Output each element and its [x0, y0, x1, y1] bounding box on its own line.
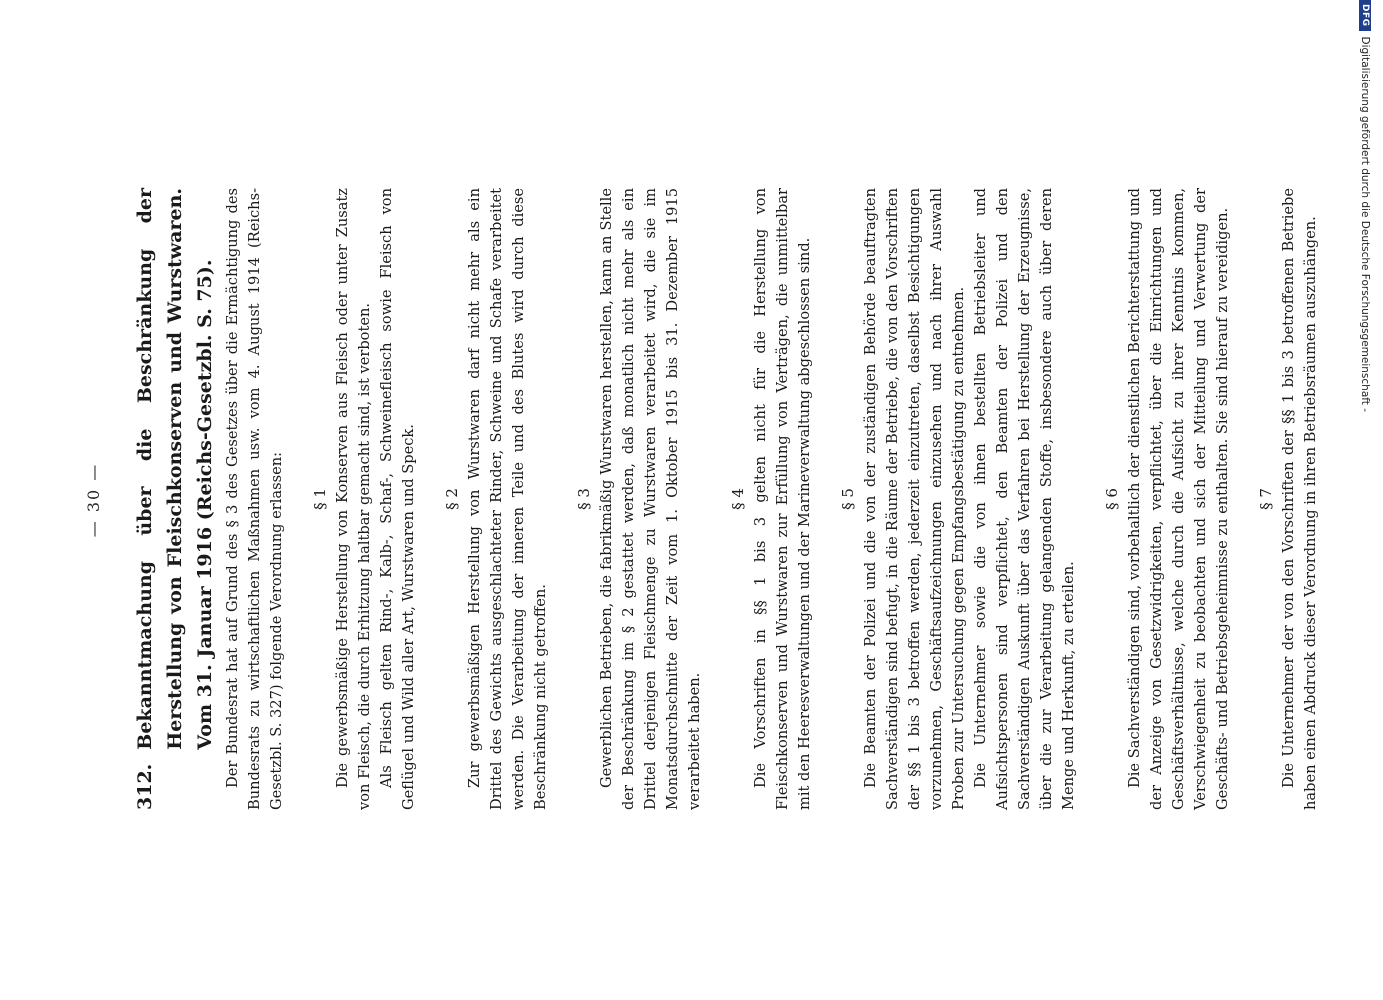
section-paragraph: Die Unternehmer sowie die von ihnen bestellten Betriebsleiter und Aufsichtspersonen sind verpflichtet, den Beamten der Polizei und den Sachverständigen Auskunft über das Verfahren bei Herstellung der Erzeugnisse, über die zur Verarbeitung gelangenden Stoffe, insbesondere auch über deren Menge und Herkunft, zu erteilen. [972, 188, 1077, 810]
section-paragraph: Die Beamten der Polizei und die von der zuständigen Behörde beauftragten Sachverständigen sind befugt, in die Räume der Betriebe, die von den Vorschriften der §§ 1 bis 3 betroffen werden, jederzeit einzutreten, daselbst Besichtigungen vorzunehmen, Geschäftsaufzeichnungen einzusehen und nach ihrer Auswahl Proben zur Untersuchung gegen Empfangsbestätigung zu entnehmen. [862, 188, 967, 810]
section-paragraph: Zur gewerbsmäßigen Herstellung von Wurstwaren darf nicht mehr als ein Drittel des Gewichts ausgeschlachteter Rinder, Schweine und Schafe verarbeitet werden. Die Verarbeitung der inneren Teile und des Blutes wird durch diese Beschränkung nicht getroffen. [466, 188, 549, 810]
section-paragraph: Als Fleisch gelten Rind-, Kalb-, Schaf-, Schweinefleisch sowie Fleisch von Geflügel und Wild aller Art, Wurstwaren und Speck. [378, 188, 417, 810]
section-heading: § 6 [1103, 488, 1121, 510]
section-heading: § 5 [839, 488, 857, 510]
document-body [130, 188, 1322, 810]
section-7 [1256, 188, 1322, 810]
credit-text: Digitalisierung gefördert durch die Deutsche Forschungsgemeinschaft - [1359, 36, 1371, 413]
section-4 [728, 188, 816, 810]
preamble: Der Bundesrat hat auf Grund des § 3 des Gesetzes über die Ermächtigung des Bundesrats zu wirtschaftlichen Maßnahmen usw. vom 4. August 1914 (Reichs-Gesetzbl. S. 327) folgende Verordnung erlassen: [224, 188, 285, 810]
section-paragraph: Die Vorschriften in §§ 1 bis 3 gelten nicht für die Herstellung von Fleischkonserven und Wurstwaren zur Erfüllung von Verträgen, die unmittelbar mit den Heeresverwaltungen und der Marineverwaltung abgeschlossen sind. [752, 188, 813, 810]
digitization-credit [1353, 0, 1377, 1000]
section-heading: § 3 [575, 488, 593, 510]
section-2 [442, 188, 552, 810]
document-title [130, 188, 220, 810]
title-text: Bekanntmachung über die Beschränkung der Herstellung von Fleischkonserven und Wurstwaren. Vom 31. Januar 1916 (Reichs-Gesetzbl. S. 75). [134, 188, 216, 750]
section-1 [310, 188, 420, 810]
section-6 [1102, 188, 1234, 810]
section-heading: § 1 [311, 488, 329, 510]
section-heading: § 4 [729, 488, 747, 510]
section-paragraph: Die Sachverständigen sind, vorbehaltlich der dienstlichen Berichterstattung und der Anzeige von Gesetzwidrigkeiten, verpflichtet, über die Einrichtungen und Geschäftsverhältnisse, welche durch die Aufsicht zu ihrer Kenntnis kommen, Verschwiegenheit zu beobachten und sich der Mitteilung und Verwertung der Geschäfts- und Betriebsgeheimnisse zu enthalten. Sie sind hierauf zu vereidigen. [1126, 188, 1231, 810]
section-3 [574, 188, 706, 810]
section-heading: § 7 [1257, 488, 1275, 510]
section-paragraph: Die gewerbsmäßige Herstellung von Konserven aus Fleisch oder unter Zusatz von Fleisch, die durch Erhitzung haltbar gemacht sind, ist verboten. [334, 188, 373, 810]
section-paragraph: Die Unternehmer der von den Vorschriften der §§ 1 bis 3 betroffenen Betriebe haben einen Abdruck dieser Verordnung in ihren Betriebsräumen auszuhängen. [1280, 188, 1319, 810]
section-5 [838, 188, 1080, 810]
page-number: — 30 — [84, 462, 103, 538]
dfg-logo: DFG [1359, 0, 1371, 31]
section-paragraph: Gewerblichen Betrieben, die fabrikmäßig Wurstwaren herstellen, kann an Stelle der Beschränkung im § 2 gestattet werden, daß monatlich nicht mehr als ein Drittel derjenigen Fleischmenge zu Wurstwaren verarbeitet wird, die sie im Monatsdurchschnitte der Zeit vom 1. Oktober 1915 bis 31. Dezember 1915 verarbeitet haben. [598, 188, 703, 810]
section-heading: § 2 [443, 488, 461, 510]
title-number: 312. [134, 763, 156, 810]
